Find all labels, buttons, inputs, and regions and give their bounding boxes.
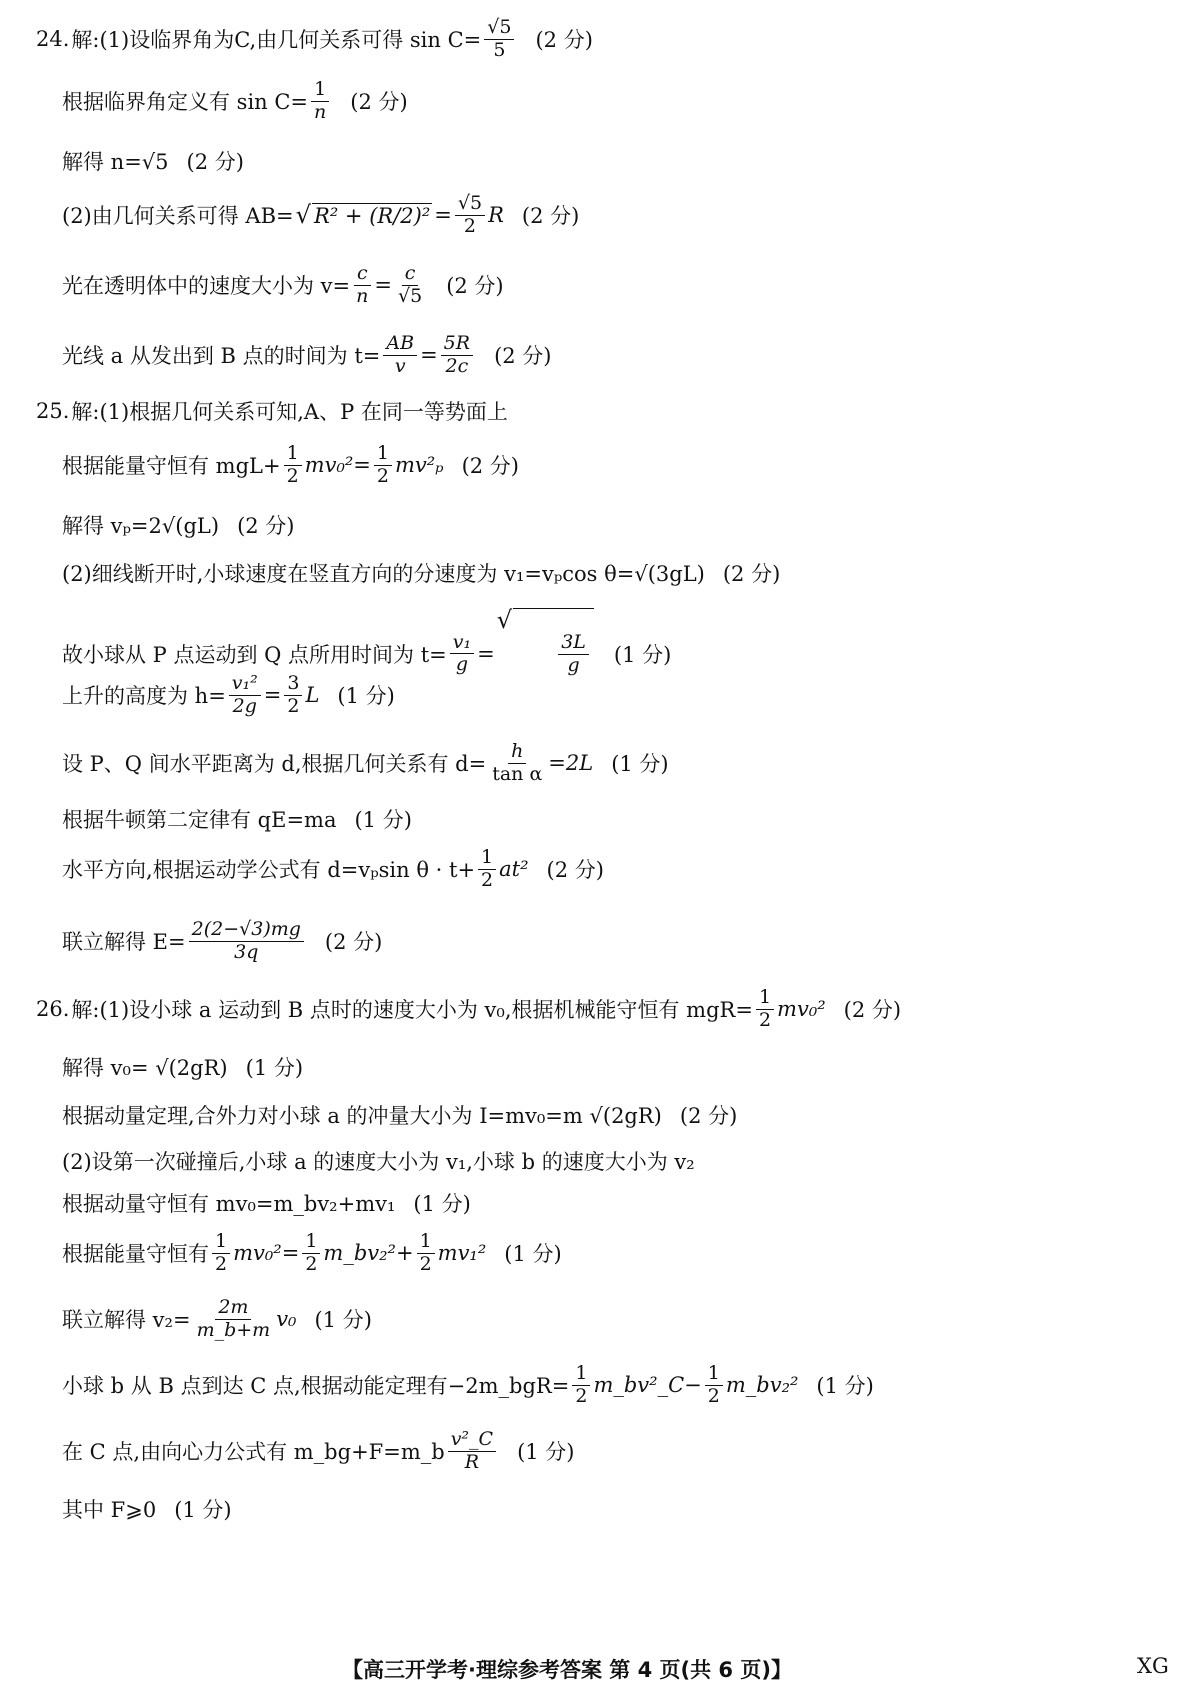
q26-line9	[62, 1430, 575, 1473]
fraction-numerator: 1	[756, 988, 774, 1010]
equals-sign: =	[434, 203, 452, 228]
q26-line7-text: 联立解得 v₂=	[62, 1308, 191, 1333]
q24-line2	[62, 80, 408, 123]
half-fraction	[374, 444, 392, 487]
equals-sign: =	[477, 641, 495, 666]
fraction-numerator: 5R	[441, 334, 473, 356]
points-badge: (1 分)	[613, 642, 672, 667]
q26-line8	[62, 1364, 874, 1407]
q26-line1-text: 解:(1)设小球 a 运动到 B 点时的速度大小为 v₀,根据机械能守恒有 mgR=	[71, 998, 753, 1023]
points-badge: (2 分)	[679, 1104, 738, 1128]
q26-line6	[62, 1232, 562, 1275]
variable-r: R	[488, 203, 504, 228]
e-field-fraction	[189, 920, 304, 963]
sqrt5-over-2-fraction	[455, 194, 485, 237]
half-fraction	[302, 1232, 320, 1275]
c-over-sqrt5-fraction	[395, 264, 425, 307]
q24-line3-text: 解得 n=√5	[62, 150, 169, 174]
ab-over-v-fraction	[383, 334, 417, 377]
q25-line5-text: 故小球从 P 点运动到 Q 点所用时间为 t=	[62, 642, 447, 667]
kinetic-term: mv₀²=	[304, 453, 371, 478]
fraction-numerator: 1	[284, 444, 302, 466]
points-badge: (1 分)	[337, 684, 395, 709]
fraction-numerator: 1	[374, 444, 392, 466]
points-badge: (2 分)	[350, 90, 408, 115]
fraction-numerator: v₁	[450, 633, 474, 655]
q25-line6	[62, 674, 395, 717]
fraction-numerator: c	[354, 264, 371, 286]
kinetic-term: mv₁²	[437, 1241, 487, 1266]
fraction-numerator: 3	[284, 674, 302, 696]
result-term: =2L	[548, 751, 594, 776]
points-badge: (1 分)	[174, 1498, 232, 1522]
kinetic-term: mv²ₚ	[394, 453, 444, 478]
q25-line1-text: 解:(1)根据几何关系可知,A、P 在同一等势面上	[71, 400, 508, 424]
q24-line6	[62, 334, 552, 377]
fraction-numerator: 3L	[558, 633, 589, 655]
fraction-denominator: 2	[287, 694, 300, 717]
fraction-denominator: 2	[419, 1252, 432, 1275]
q24-line5-text: 光在透明体中的速度大小为 v=	[62, 274, 351, 299]
kinetic-term: m_bv²_C−	[593, 1373, 702, 1398]
q25-line1	[36, 396, 508, 426]
h-over-tan-fraction	[489, 742, 545, 785]
radical-sign: √	[496, 606, 513, 634]
equals-sign: =	[263, 683, 282, 708]
q25-line9	[62, 848, 604, 891]
q25-line6-text: 上升的高度为 h=	[62, 684, 226, 709]
q26-line8-text: 小球 b 从 B 点到达 C 点,根据动能定理有−2m_bgR=	[62, 1374, 570, 1399]
fraction-denominator: √5	[398, 284, 423, 307]
c-over-n-fraction	[353, 264, 371, 307]
fraction-denominator: 2	[481, 868, 494, 891]
kinetic-term: m_bv₂²+	[323, 1241, 414, 1266]
fraction-numerator: 1	[478, 848, 496, 870]
fraction-denominator: 2	[376, 464, 389, 487]
points-badge: (1 分)	[245, 1056, 304, 1080]
fraction-denominator: 2	[575, 1384, 588, 1407]
q24-line4-pre: (2)由几何关系可得 AB=	[62, 204, 294, 229]
v1-over-g-fraction	[450, 630, 474, 676]
q26-line1	[36, 988, 901, 1031]
fraction-denominator: 2	[215, 1252, 228, 1275]
q24-label: 24.	[36, 27, 70, 52]
fraction-denominator: 2	[305, 1252, 318, 1275]
fraction-denominator: 2	[758, 1008, 772, 1031]
q25-line8	[62, 804, 412, 834]
q24-line1	[36, 18, 593, 61]
q25-line7-text: 设 P、Q 间水平距离为 d,根据几何关系有 d=	[62, 752, 487, 777]
ab-sqrt	[295, 200, 433, 229]
q25-line7	[62, 742, 669, 785]
half-fraction	[478, 848, 496, 891]
points-badge: (2 分)	[324, 930, 383, 955]
q25-line3	[62, 510, 294, 540]
fraction-numerator: 1	[212, 1232, 230, 1254]
q24-line6-text: 光线 a 从发出到 B 点的时间为 t=	[62, 344, 381, 369]
q25-line2-pre: 根据能量守恒有 mgL+	[62, 454, 281, 479]
q26-line10-text: 其中 F⩾0	[62, 1498, 157, 1522]
q26-line9-text: 在 C 点,由向心力公式有 m_bg+F=m_b	[62, 1440, 445, 1465]
q25-line3-text: 解得 vₚ=2√(gL)	[62, 514, 220, 538]
q25-line4	[62, 558, 780, 588]
v1sq-over-2g-fraction	[229, 674, 261, 717]
one-over-n-fraction	[311, 80, 329, 123]
points-badge: (2 分)	[186, 150, 244, 174]
radical-sign: √	[295, 200, 312, 229]
q26-line2-text: 解得 v₀= √(2gR)	[62, 1056, 228, 1080]
q24-line4	[62, 194, 579, 237]
5r-over-2c-fraction	[441, 334, 473, 377]
fraction-denominator: 2	[707, 1384, 720, 1407]
q26-line5	[62, 1188, 471, 1218]
q25-line9-text: 水平方向,根据运动学公式有 d=vₚsin θ · t+	[62, 858, 476, 883]
fraction-numerator: √5	[484, 18, 514, 40]
points-badge: (1 分)	[517, 1440, 575, 1465]
points-badge: (2 分)	[843, 998, 902, 1023]
fraction-numerator: √5	[455, 194, 485, 216]
fraction-numerator: v²_C	[448, 1430, 496, 1452]
fraction-numerator: AB	[383, 334, 417, 356]
fraction-denominator: 2	[463, 214, 476, 237]
q25-line10-text: 联立解得 E=	[62, 930, 186, 955]
fraction-numerator: 2m	[215, 1298, 251, 1320]
q25-line4-text: (2)细线断开时,小球速度在竖直方向的分速度为 v₁=vₚcos θ=√(3gL)	[62, 562, 705, 586]
points-badge: (2 分)	[722, 562, 781, 586]
v2-fraction	[194, 1298, 274, 1341]
points-badge: (2 分)	[494, 344, 552, 369]
fraction-numerator: 1	[302, 1232, 320, 1254]
q26-line2	[62, 1052, 303, 1082]
fraction-numerator: c	[402, 264, 419, 286]
q24-line1-text: 解:(1)设临界角为C,由几何关系可得 sin C=	[71, 28, 482, 53]
points-badge: (2 分)	[237, 514, 295, 538]
fraction-numerator: 1	[417, 1232, 435, 1254]
q24-line2-text: 根据临界角定义有 sin C=	[62, 90, 309, 115]
q26-line4-text: (2)设第一次碰撞后,小球 a 的速度大小为 v₁,小球 b 的速度大小为 v₂	[62, 1150, 695, 1174]
velocity-term: v₀	[276, 1307, 297, 1332]
fraction-numerator: 1	[311, 80, 329, 102]
half-fraction	[417, 1232, 435, 1275]
fraction-denominator: v	[394, 354, 406, 377]
three-halves-fraction	[284, 674, 302, 717]
points-badge: (1 分)	[413, 1192, 471, 1216]
equals-sign: =	[420, 343, 438, 368]
fraction-numerator: 1	[572, 1364, 590, 1386]
q26-line6-pre: 根据能量守恒有	[62, 1242, 209, 1267]
q26-line4	[62, 1146, 695, 1176]
q26-line7	[62, 1298, 372, 1341]
half-fraction	[284, 444, 302, 487]
half-fraction	[756, 988, 774, 1031]
points-badge: (2 分)	[535, 28, 593, 53]
fraction-denominator: 5	[493, 38, 506, 61]
accel-term: at²	[499, 857, 529, 882]
variable-l: L	[305, 683, 320, 708]
kinetic-term: mv₀²=	[233, 1241, 300, 1266]
points-badge: (2 分)	[446, 274, 504, 299]
points-badge: (2 分)	[461, 454, 519, 479]
fraction-denominator: 2c	[445, 354, 469, 377]
points-badge: (2 分)	[546, 858, 604, 883]
radicand: R² + (R/2)²	[314, 203, 431, 228]
fraction-denominator: n	[356, 284, 369, 307]
half-fraction	[212, 1232, 230, 1275]
fraction-denominator: R	[464, 1450, 480, 1473]
fraction-numerator: 1	[705, 1364, 723, 1386]
fraction-denominator: g	[567, 653, 580, 676]
fraction-denominator: tan α	[492, 762, 543, 785]
fraction-denominator: 2	[286, 464, 299, 487]
kinetic-term: m_bv₂²	[725, 1373, 799, 1398]
time-sqrt	[497, 608, 594, 700]
half-fraction	[705, 1364, 723, 1407]
q24-line3	[62, 146, 244, 176]
q25-line10	[62, 920, 382, 963]
points-badge: (1 分)	[816, 1374, 874, 1399]
points-badge: (1 分)	[611, 752, 669, 777]
fraction-numerator: h	[508, 742, 526, 764]
equals-sign: =	[374, 273, 392, 298]
fraction-denominator: m_b+m	[196, 1318, 271, 1341]
points-badge: (1 分)	[314, 1308, 372, 1333]
kinetic-term: mv₀²	[777, 997, 826, 1022]
points-badge: (1 分)	[504, 1242, 562, 1267]
3l-over-g-fraction	[558, 633, 589, 676]
q26-label: 26.	[36, 997, 70, 1022]
fraction-denominator: g	[455, 653, 469, 676]
q25-label: 25.	[36, 399, 70, 423]
q25-line2	[62, 444, 519, 487]
fraction-numerator: v₁²	[229, 674, 261, 696]
q26-line5-text: 根据动量守恒有 mv₀=m_bv₂+mv₁	[62, 1192, 396, 1216]
points-badge: (1 分)	[354, 808, 412, 832]
sin-c-fraction	[484, 18, 514, 61]
fraction-denominator: 2g	[232, 694, 257, 717]
vc-sq-over-r-fraction	[448, 1430, 496, 1473]
fraction-denominator: 3q	[234, 940, 259, 963]
footer-title: 【高三开学考·理综参考答案 第 4 页(共 6 页)】	[342, 1658, 792, 1682]
q24-line5	[62, 264, 504, 307]
fraction-numerator: 2(2−√3)mg	[189, 920, 304, 942]
q26-line3-text: 根据动量定理,合外力对小球 a 的冲量大小为 I=mv₀=m √(2gR)	[62, 1104, 662, 1128]
half-fraction	[572, 1364, 590, 1407]
q26-line3	[62, 1100, 737, 1130]
q26-line10	[62, 1494, 232, 1524]
points-badge: (2 分)	[521, 204, 580, 229]
q25-line8-text: 根据牛顿第二定律有 qE=ma	[62, 808, 337, 832]
radicand	[513, 608, 594, 700]
fraction-denominator: n	[314, 100, 327, 123]
footer-tag: XG	[1137, 1654, 1169, 1678]
page-footer	[0, 1654, 1200, 1684]
